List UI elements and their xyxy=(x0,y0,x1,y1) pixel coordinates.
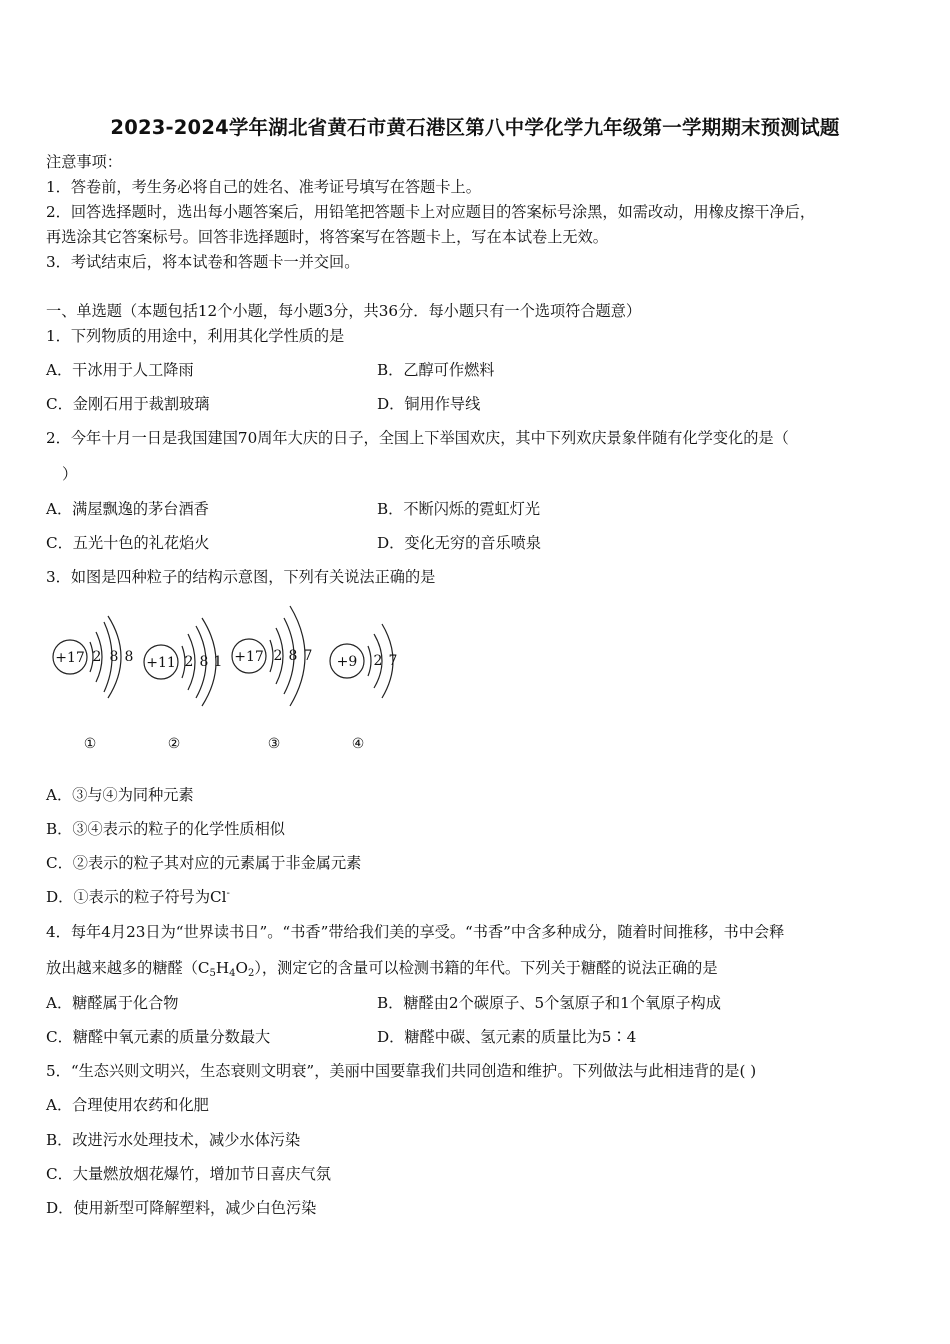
formula-element: O xyxy=(235,959,248,977)
q5-option-a: A．合理使用农药和化肥 xyxy=(46,1096,209,1114)
q5-option-d: D．使用新型可降解塑料，减少白色污染 xyxy=(46,1199,317,1217)
q1-option-c: C．金刚石用于裁割玻璃 xyxy=(46,395,210,413)
q3-option-d-text: D．①表示的粒子符号为Cl xyxy=(46,888,227,906)
q1-option-d: D．铜用作导线 xyxy=(377,395,481,413)
q5-option-c: C．大量燃放烟花爆竹，增加节日喜庆气氛 xyxy=(46,1165,331,1183)
q2-stem: 2．今年十月一日是我国建国70周年大庆的日子，全国上下举国欢庆，其中下列欢庆景象伴随有化学变化的是（ xyxy=(46,429,789,447)
q4-option-c: C．糖醛中氧元素的质量分数最大 xyxy=(46,1028,271,1046)
q4-stem-post: ），测定它的含量可以检测书籍的年代。下列关于糖醛的说法正确的是 xyxy=(254,959,718,977)
q2-option-c: C．五光十色的礼花焰火 xyxy=(46,534,210,552)
shell-electrons: 2 xyxy=(184,654,194,670)
formula-subscript: 2 xyxy=(247,968,255,979)
q3-option-b: B．③④表示的粒子的化学性质相似 xyxy=(46,820,285,838)
q1-option-b: B．乙醇可作燃料 xyxy=(377,361,495,379)
shell-electrons: 2 xyxy=(273,648,283,664)
formula-element: H xyxy=(215,959,230,977)
shell-electrons: 8 xyxy=(109,649,119,665)
q4-stem-line1: 4．每年4月23日为“世界读书日”。“书香”带给我们美的享受。“书香”中含多种成分，随着时间推移，书中会释 xyxy=(46,923,785,941)
particle-structure-diagram xyxy=(44,598,424,768)
q2-stem-end: ） xyxy=(62,465,78,483)
charge-superscript: - xyxy=(226,888,230,899)
particle-label: ④ xyxy=(351,736,365,752)
q4-option-a: A．糖醛属于化合物 xyxy=(46,994,179,1012)
q5-option-b: B．改进污水处理技术，减少水体污染 xyxy=(46,1131,301,1149)
notice-item: 1．答卷前，考生务必将自己的姓名、准考证号填写在答题卡上。 xyxy=(46,178,481,196)
q3-option-a: A．③与④为同种元素 xyxy=(46,786,194,804)
section-heading: 一、单选题（本题包括12个小题，每小题3分，共36分．每小题只有一个选项符合题意） xyxy=(46,302,642,320)
q2-option-d: D．变化无穷的音乐喷泉 xyxy=(377,534,542,552)
notice-heading: 注意事项： xyxy=(46,153,122,171)
q5-stem: 5．“生态兴则文明兴，生态衰则文明衰”，美丽中国要靠我们共同创造和维护。下列做法与此相违背的是( ) xyxy=(46,1062,757,1080)
shell-arc xyxy=(368,646,371,676)
q4-option-b: B．糖醛由2个碳原子、5个氢原子和1个氧原子构成 xyxy=(377,994,721,1012)
notice-item: 2．回答选择题时，选出每小题答案后，用铅笔把答题卡上对应题目的答案标号涂黑，如需改动，用橡皮擦干净后， xyxy=(46,203,816,221)
shell-electrons: 2 xyxy=(373,653,383,669)
shell-electrons: 8 xyxy=(124,649,134,665)
q1-option-a: A．干冰用于人工降雨 xyxy=(46,361,194,379)
shell-electrons: 7 xyxy=(388,653,398,669)
formula-subscript: 5 xyxy=(209,968,216,979)
shell-electrons: 7 xyxy=(303,648,313,664)
shell-electrons: 2 xyxy=(92,649,102,665)
particle-label: ② xyxy=(167,736,181,752)
q3-stem: 3．如图是四种粒子的结构示意图，下列有关说法正确的是 xyxy=(46,568,436,586)
notice-item: 3．考试结束后，将本试卷和答题卡一并交回。 xyxy=(46,253,360,271)
particle-label: ③ xyxy=(267,736,281,752)
q4-stem-line2 xyxy=(46,958,718,978)
formula-subscript: 4 xyxy=(229,968,236,979)
q4-stem-pre: 放出越来越多的糖醛（C xyxy=(46,959,210,977)
q2-option-b: B．不断闪烁的霓虹灯光 xyxy=(377,500,541,518)
q4-option-d: D．糖醛中碳、氢元素的质量比为5∶4 xyxy=(377,1028,637,1046)
shell-electrons: 1 xyxy=(213,654,223,670)
shell-electrons: 8 xyxy=(288,648,298,664)
nucleus-charge: +17 xyxy=(55,650,85,666)
particle-label: ① xyxy=(83,736,97,752)
nucleus-charge: +17 xyxy=(234,649,264,665)
q1-stem: 1．下列物质的用途中，利用其化学性质的是 xyxy=(46,327,345,345)
page-title: 2023-2024学年湖北省黄石市黄石港区第八中学化学九年级第一学期期末预测试题 xyxy=(110,116,840,139)
shell-electrons: 8 xyxy=(199,654,209,670)
nucleus-charge: +11 xyxy=(146,655,176,671)
q2-option-a: A．满屋飘逸的茅台酒香 xyxy=(46,500,209,518)
q3-option-d xyxy=(46,887,230,907)
q3-option-c: C．②表示的粒子其对应的元素属于非金属元素 xyxy=(46,854,362,872)
nucleus-charge: +9 xyxy=(336,654,358,670)
notice-item: 再选涂其它答案标号。回答非选择题时，将答案写在答题卡上，写在本试卷上无效。 xyxy=(46,228,608,246)
